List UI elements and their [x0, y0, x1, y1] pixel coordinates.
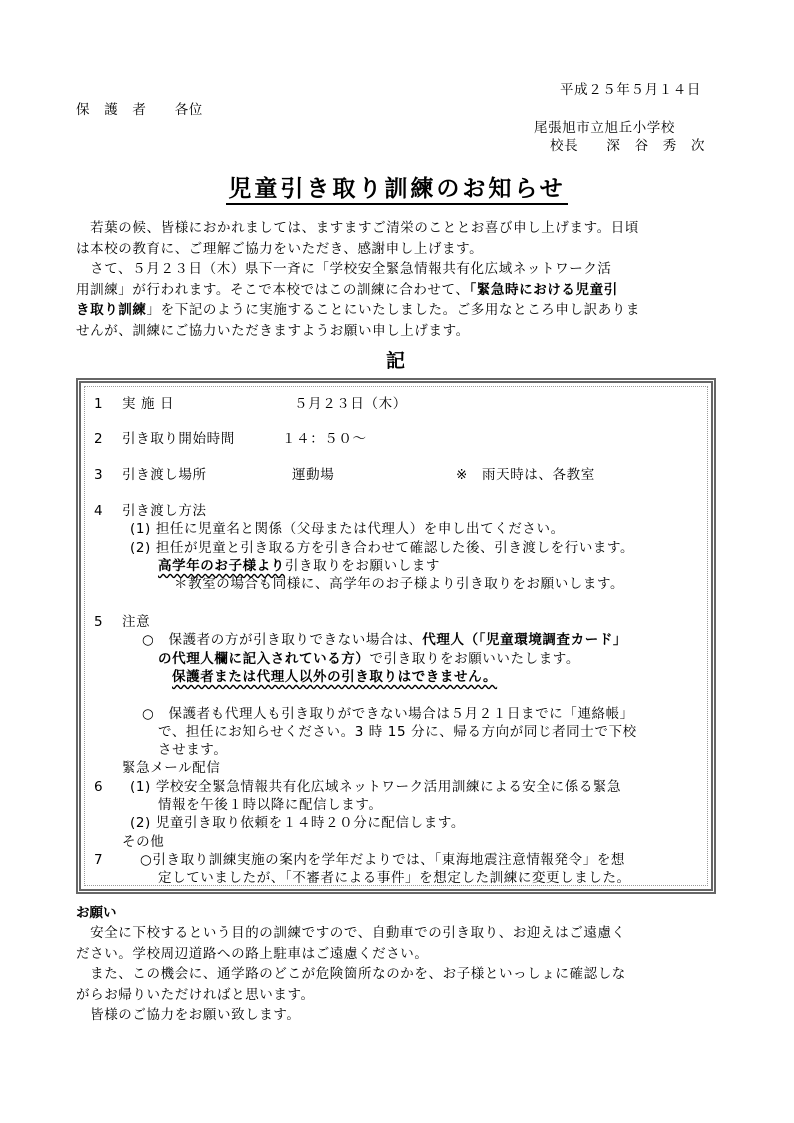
request-line: また、この機会に、通学路のどこが危険箇所なのかを、お子様といっしょに確認しな — [76, 966, 626, 982]
item-sub-line: ＊教室の場合も同様に、高学年のお子様より引き取りをお願いします。 — [174, 576, 625, 592]
item-value: 運動場 — [292, 467, 335, 483]
item-label: 引き取り開始時間 — [122, 431, 235, 447]
item-value: １４：５０～ — [282, 431, 367, 447]
item-sub-line: ○ 保護者も代理人も引き取りができない場合は５月２１日までに「連絡帳」 — [142, 706, 634, 722]
item-sub-line: で、担任にお知らせください。3 時 15 分に、帰る方向が同じ者同士で下校 — [158, 724, 637, 740]
item-sub-line: ○引き取り訓練実施の案内を学年だよりでは、「東海地震注意情報発令」を想 — [140, 852, 626, 868]
intro-line: 若葉の候、皆様におかれましては、ますますご清栄のこととお喜び申し上げます。日頃 — [76, 220, 639, 236]
request-line: がらお帰りいただければと思います。 — [76, 986, 315, 1003]
request-line: 安全に下校するという目的の訓練ですので、自動車での引き取り、お迎えはご遠慮く — [76, 925, 626, 941]
intro-line: は本校の教育に、ご理解ご協力をいただき、感謝申し上げます。 — [76, 240, 484, 257]
item-sub-line: 定していましたが、「不審者による事件」を想定した訓練に変更しました。 — [158, 870, 631, 886]
item-sub-line: (1) 学校安全緊急情報共有化広域ネットワーク活用訓練による安全に係る緊急 — [130, 779, 622, 795]
item-warning: 保護者または代理人以外の引き取りはできません。 — [172, 669, 498, 685]
intro-paragraph — [76, 218, 722, 341]
item-label: 緊急メール配信 — [122, 760, 221, 776]
request-heading: お願い — [76, 905, 117, 921]
item-number: 3 — [94, 467, 103, 483]
item-number: 5 — [94, 614, 103, 630]
item-number: 4 — [94, 503, 103, 519]
intro-line: せんが、訓練にご協力いただきますようお願い申し上げます。 — [76, 322, 470, 339]
intro-line: 用訓練」が行われます。そこで本校ではこの訓練に合わせて、「緊急時における児童引 — [76, 281, 618, 298]
item-label: 引き渡し方法 — [122, 503, 207, 519]
item-sub-line: の代理人欄に記入されている方）で引き取りをお願いいたします。 — [158, 651, 580, 667]
item-note: ※ 雨天時は、各教室 — [456, 467, 595, 483]
intro-line: き取り訓練」を下記のように実施することにいたしました。ご多用なところ申し訳ありま — [76, 302, 640, 318]
item-number: 7 — [94, 852, 103, 868]
item-sub-line: 情報を午後１時以降に配信します。 — [158, 797, 383, 813]
item-sub-line: させます。 — [158, 742, 228, 758]
item-sub-line: (2) 担任が児童と引き取る方を引き合わせて確認した後、引き渡しを行います。 — [130, 540, 635, 556]
item-label: その他 — [122, 834, 165, 850]
item-label: 注意 — [122, 614, 151, 630]
item-number: 2 — [94, 431, 103, 447]
item-sub-line: ○ 保護者の方が引き取りできない場合は、代理人（「児童環境調査カード」 — [142, 632, 628, 648]
item-value: ５月２３日（木） — [294, 396, 407, 412]
request-line: ださい。学校周辺道路への路上駐車はご遠慮ください。 — [76, 945, 429, 962]
item-number: 1 — [94, 396, 103, 412]
document-date: 平成２５年５月１４日 — [560, 82, 701, 98]
item-label: 実 施 日 — [122, 396, 175, 412]
principal-name: 校長 深 谷 秀 次 — [550, 138, 706, 154]
item-label: 引き渡し場所 — [122, 467, 207, 483]
intro-line: さて、５月２３日（木）県下一斉に「学校安全緊急情報共有化広域ネットワーク活 — [76, 261, 612, 277]
item-sub-line: 高学年のお子様より引き取りをお願いします — [158, 558, 441, 574]
recipient-line: 保 護 者 各位 — [76, 102, 203, 118]
item-sub-line: (1) 担任に児童名と関係（父母または代理人）を申し出てください。 — [130, 521, 565, 537]
request-paragraph — [76, 923, 722, 1026]
school-name: 尾張旭市立旭丘小学校 — [534, 120, 675, 136]
item-number: 6 — [94, 779, 103, 795]
request-line: 皆様のご協力をお願い致します。 — [76, 1007, 301, 1023]
document-title: 児童引き取り訓練のお知らせ — [0, 170, 794, 203]
item-sub-line: (2) 児童引き取り依頼を１４時２０分に配信します。 — [130, 815, 465, 831]
ki-heading: 記 — [386, 350, 406, 372]
